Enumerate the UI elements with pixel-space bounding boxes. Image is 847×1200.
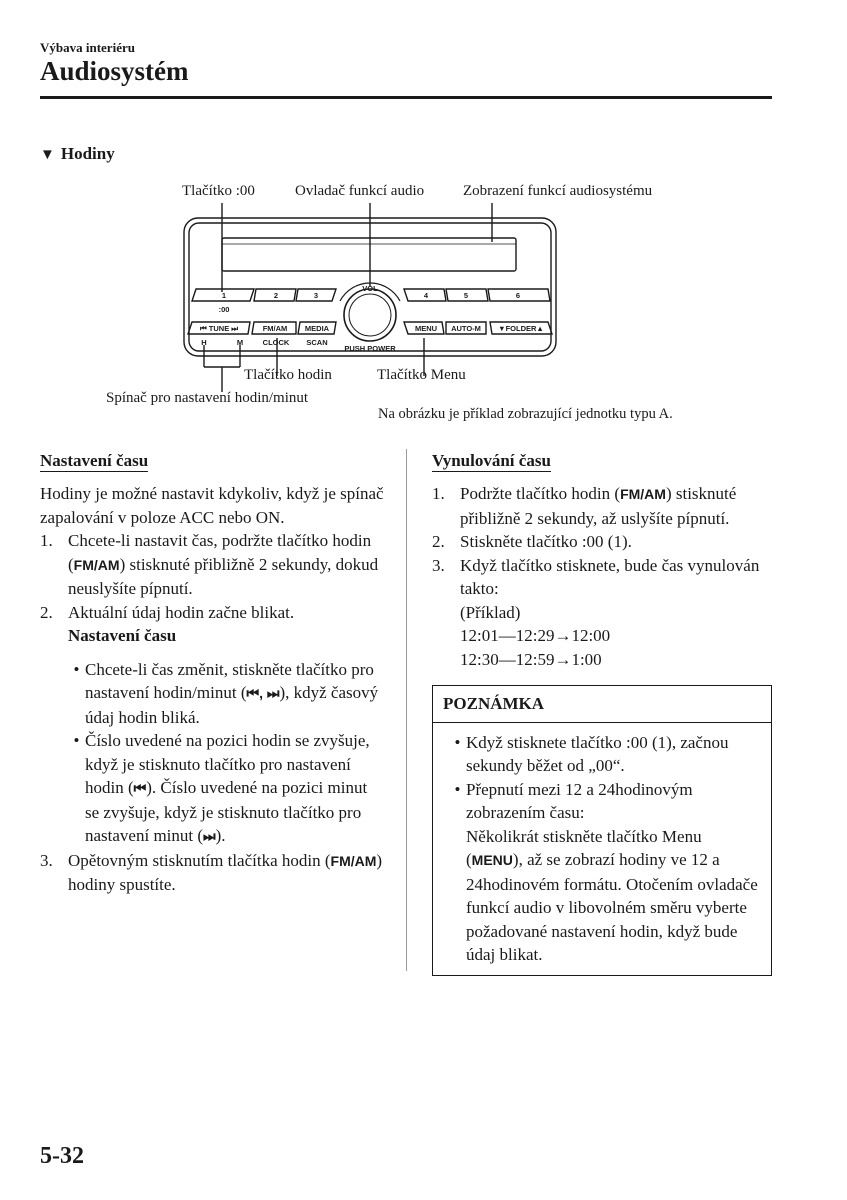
- push-power-label: PUSH POWER: [344, 344, 396, 353]
- page-title: Audiosystém: [40, 56, 189, 86]
- autom-label: AUTO-M: [451, 324, 481, 333]
- preset-3-label: 3: [313, 291, 319, 300]
- page-number: 5-32: [40, 1143, 84, 1169]
- preset-4-label: 4: [423, 291, 429, 300]
- m-label: M: [236, 338, 244, 347]
- callout-audio-control: Ovladač funkcí audio: [295, 183, 425, 199]
- right-step-2: 2. Stiskněte tlačítko :00 (1).: [432, 532, 632, 551]
- column-divider: [406, 449, 407, 971]
- scan-label: SCAN: [306, 338, 328, 347]
- note-bullet-1: • Když stisknete tlačítko :00 (1), začnou sekundy běžet od „00“.: [454, 732, 729, 775]
- left-intro: Hodiny je možné nastavit kdykoliv, když je spínač zapalování v poloze ACC nebo ON.: [40, 484, 384, 527]
- fmam-button-ref: FM/AM: [330, 852, 377, 869]
- triangle-down-icon: ▼: [40, 147, 55, 163]
- callout-hour-min-switch: Spínač pro nastavení hodin/minut: [106, 390, 309, 406]
- menu-label: MENU: [414, 324, 438, 333]
- note-box: [432, 685, 772, 976]
- preset-1-label: 1: [221, 291, 227, 300]
- unit-label-vol: VOL: [362, 284, 378, 293]
- preset-1-sublabel: :00: [218, 305, 230, 314]
- example-line-1: 12:01—12:29→12:00: [460, 626, 611, 645]
- callout-btn00: Tlačítko :00: [182, 183, 255, 199]
- diagram-note: Na obrázku je příklad zobrazující jednotku typu A.: [378, 406, 673, 422]
- left-bullet-1: • Chcete-li čas změnit, stiskněte tlačítko pro nastavení hodin/minut (⏮, ⏭), když časový údaj hodin bliká.: [73, 659, 379, 727]
- section-label: Výbava interiéru: [40, 40, 135, 55]
- left-step-3: 3. Opětovným stisknutím tlačítka hodin (FM/AM) hodiny spustíte.: [40, 850, 383, 894]
- note-title: POZNÁMKA: [433, 686, 771, 723]
- seek-back-ref: ⏮: [133, 780, 147, 796]
- folder-label: ▼FOLDER▲: [498, 324, 544, 333]
- callout-menu-button: Tlačítko Menu: [377, 367, 466, 383]
- right-step-3: 3. Když tlačítko stisknete, bude čas vynulován takto: (Příklad) 12:01—12:29→12:00 12:30—12:59→1:00: [432, 555, 760, 669]
- example-line-2: 12:30—12:59→1:00: [460, 649, 602, 669]
- fmam-button-ref: FM/AM: [73, 556, 120, 573]
- left-column: [40, 449, 385, 897]
- fmam-button-ref: FM/AM: [620, 486, 666, 502]
- note-bullet-2: • Přepnutí mezi 12 a 24hodinovým zobrazením času: Několikrát stiskněte tlačítko Menu (MENU), až se zobrazí hodiny ve 12 a 24hodinovém formátu. Otočením ovladače funkcí audio v libovolném směru vyberte požadované nastavení hodin, když bude údaj blikat.: [454, 779, 758, 964]
- left-step-1: 1. Chcete-li nastavit čas, podržte tlačítko hodin (FM/AM) stisknuté přibližně 2 sekundy, dokud neuslyšíte pípnutí.: [40, 531, 379, 598]
- callout-clock-button: Tlačítko hodin: [244, 367, 332, 383]
- right-step-1: 1. Podržte tlačítko hodin (FM/AM) stisknuté přibližně 2 sekundy, až uslyšíte pípnutí.: [432, 484, 737, 528]
- right-column: [432, 449, 774, 976]
- audio-unit-diagram: [0, 0, 847, 440]
- clock-label: CLOCK: [262, 338, 290, 347]
- media-label: MEDIA: [304, 324, 330, 333]
- left-bullet-2: • Číslo uvedené na pozici hodin se zvyšuje, když je stisknuto tlačítko pro nastavení hodin (⏮). Číslo uvedené na pozici minut se zvyšuje, když je stisknuto tlačítko pro nastavení minut (⏭).: [73, 731, 370, 845]
- menu-button-ref: MENU: [471, 852, 513, 868]
- left-step-2-subheading: Nastavení času: [68, 626, 177, 645]
- callout-display: Zobrazení funkcí audiosystému: [463, 183, 653, 199]
- fmam-label: FM/AM: [262, 324, 288, 333]
- preset-6-label: 6: [515, 291, 521, 300]
- preset-5-label: 5: [463, 291, 469, 300]
- seek-buttons-ref: ⏮, ⏭: [246, 685, 280, 701]
- example-label: (Příklad): [460, 602, 521, 622]
- left-heading: Nastavení času: [40, 451, 149, 470]
- right-heading: Vynulování času: [432, 451, 551, 470]
- left-step-2: 2. Aktuální údaj hodin začne blikat. Nastavení času: [40, 602, 295, 645]
- seek-forward-ref: ⏭: [203, 828, 216, 844]
- subhead-text: Hodiny: [60, 144, 115, 163]
- tune-label: ⏮ TUNE ⏭: [199, 324, 239, 333]
- h-label: H: [201, 338, 207, 347]
- preset-2-label: 2: [273, 291, 279, 300]
